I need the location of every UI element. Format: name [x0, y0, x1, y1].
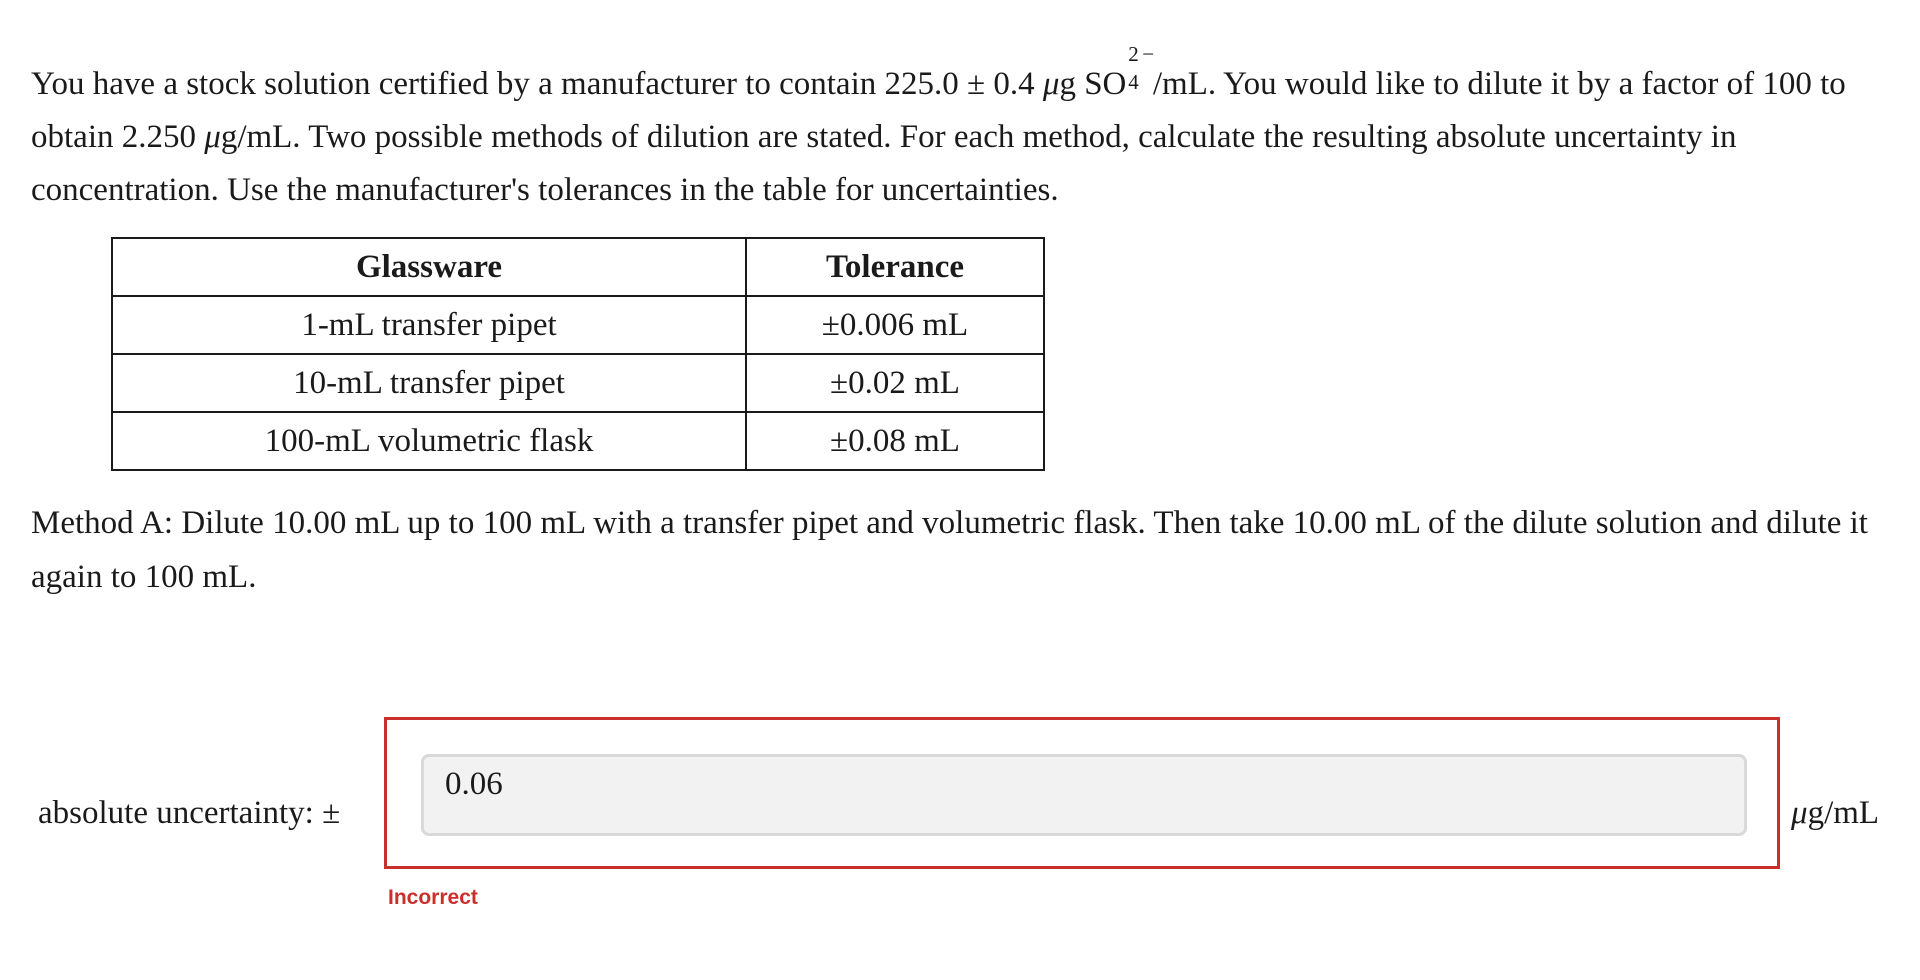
glassware-cell: 10-mL transfer pipet	[112, 354, 746, 412]
sulfate-charge-number: 2	[1128, 42, 1139, 66]
mu-symbol: μ	[1042, 66, 1060, 102]
glassware-cell: 1-mL transfer pipet	[112, 296, 746, 354]
sulfate-subscript: 4	[1128, 70, 1139, 94]
tolerance-cell: ±0.02 mL	[746, 354, 1044, 412]
feedback-incorrect: Incorrect	[388, 886, 478, 909]
answer-error-frame	[384, 717, 1780, 869]
question-text	[31, 42, 1901, 217]
method-a-text: Method A: Dilute 10.00 mL up to 100 mL with a transfer pipet and volumetric flask. Then take 10.00 mL of the dilute solution and dilute it again to 100 mL.	[31, 505, 1868, 595]
question-part-3: /mL. You would like to dilute it by a factor of 100 to obtain 2.250	[31, 66, 1846, 155]
question-part-4: g/mL. Two possible methods of dilution are stated. For each method, calculate the resulting absolute uncertainty in concentration. Use the manufacturer's tolerances in the table for uncertainties.	[31, 119, 1737, 208]
answer-label: absolute uncertainty: ±	[38, 795, 341, 831]
glassware-cell: 100-mL volumetric flask	[112, 412, 746, 470]
header-glassware: Glassware	[112, 238, 746, 296]
unit-label	[1791, 795, 1879, 832]
table-header-row	[112, 238, 1044, 296]
mu-symbol-2: μ	[204, 119, 221, 155]
sulfate-base: SO	[1084, 66, 1127, 102]
unit-rest: g/mL	[1807, 795, 1880, 831]
table-row	[112, 412, 1044, 470]
tolerance-cell: ±0.08 mL	[746, 412, 1044, 470]
table-row	[112, 296, 1044, 354]
question-part-2: g	[1059, 66, 1085, 102]
sulfate-charge-sign: −	[1142, 42, 1155, 66]
tolerance-table	[111, 237, 1045, 471]
absolute-uncertainty-input[interactable]	[421, 754, 1747, 836]
tolerance-cell: ±0.006 mL	[746, 296, 1044, 354]
header-tolerance: Tolerance	[746, 238, 1044, 296]
table-row	[112, 354, 1044, 412]
unit-mu-symbol: μ	[1791, 795, 1808, 831]
sulfate-formula	[1084, 42, 1155, 111]
question-part-1: You have a stock solution certified by a manufacturer to contain 225.0 ± 0.4	[31, 66, 1043, 102]
